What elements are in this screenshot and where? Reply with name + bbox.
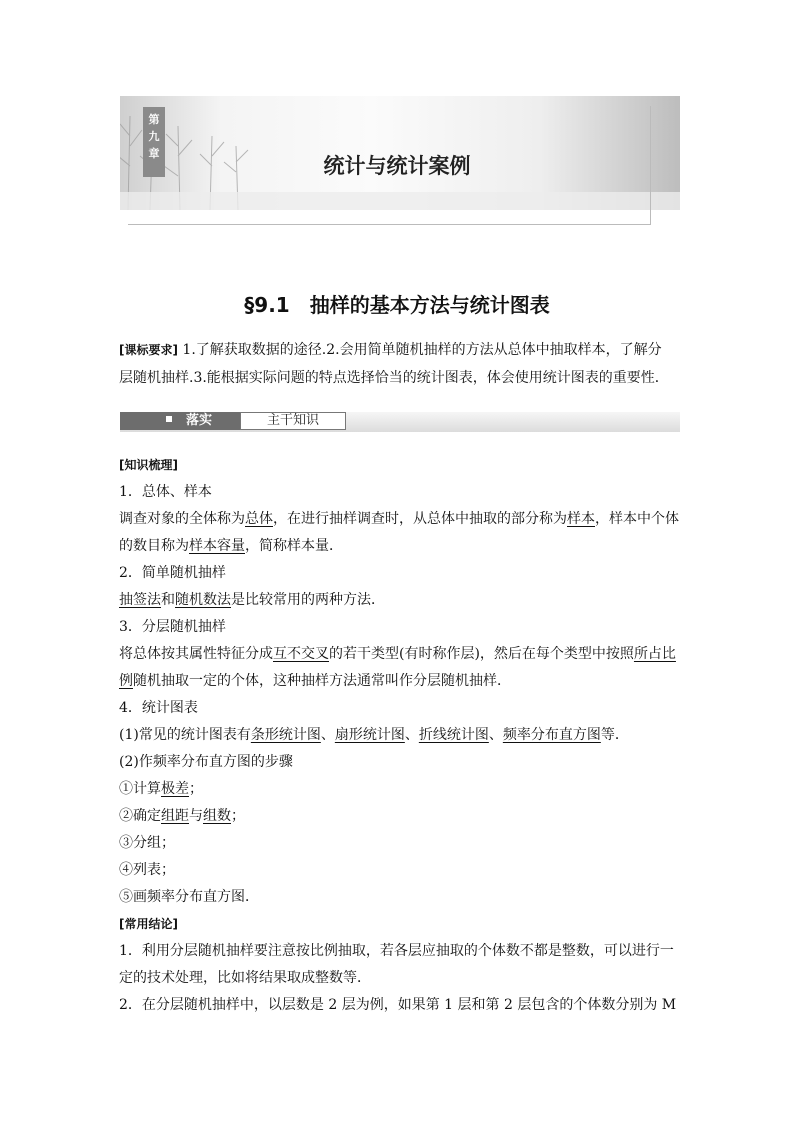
- s1-line-2: 的数目称为样本容量，简称样本量．: [119, 538, 343, 554]
- step-2: ②确定组距与组数；: [119, 808, 245, 824]
- conclusion-1a: 1．利用分层随机抽样要注意按比例抽取，若各层应抽取的个体数不都是整数，可以进行一: [119, 943, 674, 959]
- s3-title: 3．分层随机抽样: [119, 619, 226, 635]
- step-1: ①计算极差；: [119, 781, 203, 797]
- s1-title: 1．总体、样本: [119, 484, 212, 500]
- requirements-text-2: 层随机抽样.3.能根据实际问题的特点选择恰当的统计图表，体会使用统计图表的重要性．: [119, 370, 669, 386]
- requirements-tag: [课标要求]: [119, 343, 178, 357]
- requirements-text-1: 1.了解获取数据的途径.2.会用简单随机抽样的方法从总体中抽取样本，了解分: [177, 342, 662, 358]
- s4-title: 4．统计图表: [119, 700, 198, 716]
- square-bullet-icon: [166, 416, 172, 422]
- s1-line-1: 调查对象的全体称为总体，在进行抽样调查时，从总体中抽取的部分称为样本，样本中个体: [119, 511, 679, 527]
- conclusions-header: [常用结论]: [119, 917, 178, 931]
- s4-p1: (1)常见的统计图表有条形统计图、扇形统计图、折线统计图、频率分布直方图等．: [119, 727, 629, 743]
- chapter-number-tab: 第 九 章: [143, 107, 165, 177]
- s3-line-2: 例随机抽取一定的个体，这种抽样方法通常叫作分层随机抽样．: [119, 673, 511, 689]
- curriculum-requirements: [119, 336, 679, 392]
- s2-title: 2．简单随机抽样: [119, 565, 226, 581]
- section-title: §9.1 抽样的基本方法与统计图表: [244, 293, 550, 317]
- chapter-title: 统计与统计案例: [323, 154, 471, 178]
- s2-line: 抽签法和随机数法是比较常用的两种方法．: [119, 592, 385, 608]
- conclusion-2a: 2．在分层随机抽样中，以层数是 2 层为例，如果第 1 层和第 2 层包含的个体数分别为 M: [119, 997, 677, 1013]
- step-3: ③分组；: [119, 835, 175, 851]
- bar-light-label: 主干知识: [240, 412, 346, 430]
- step-5: ⑤画频率分布直方图．: [119, 889, 259, 905]
- s3-line-1: 将总体按其属性特征分成互不交叉的若干类型(有时称作层)，然后在每个类型中按照所占比: [119, 646, 676, 662]
- bar-dark-label: 落实: [120, 412, 240, 430]
- knowledge-header: [知识梳理]: [119, 458, 178, 472]
- conclusion-1b: 定的技术处理，比如将结果取成整数等．: [119, 970, 371, 986]
- main-content: [119, 452, 679, 1019]
- step-4: ④列表；: [119, 862, 175, 878]
- s4-p2: (2)作频率分布直方图的步骤: [119, 754, 293, 770]
